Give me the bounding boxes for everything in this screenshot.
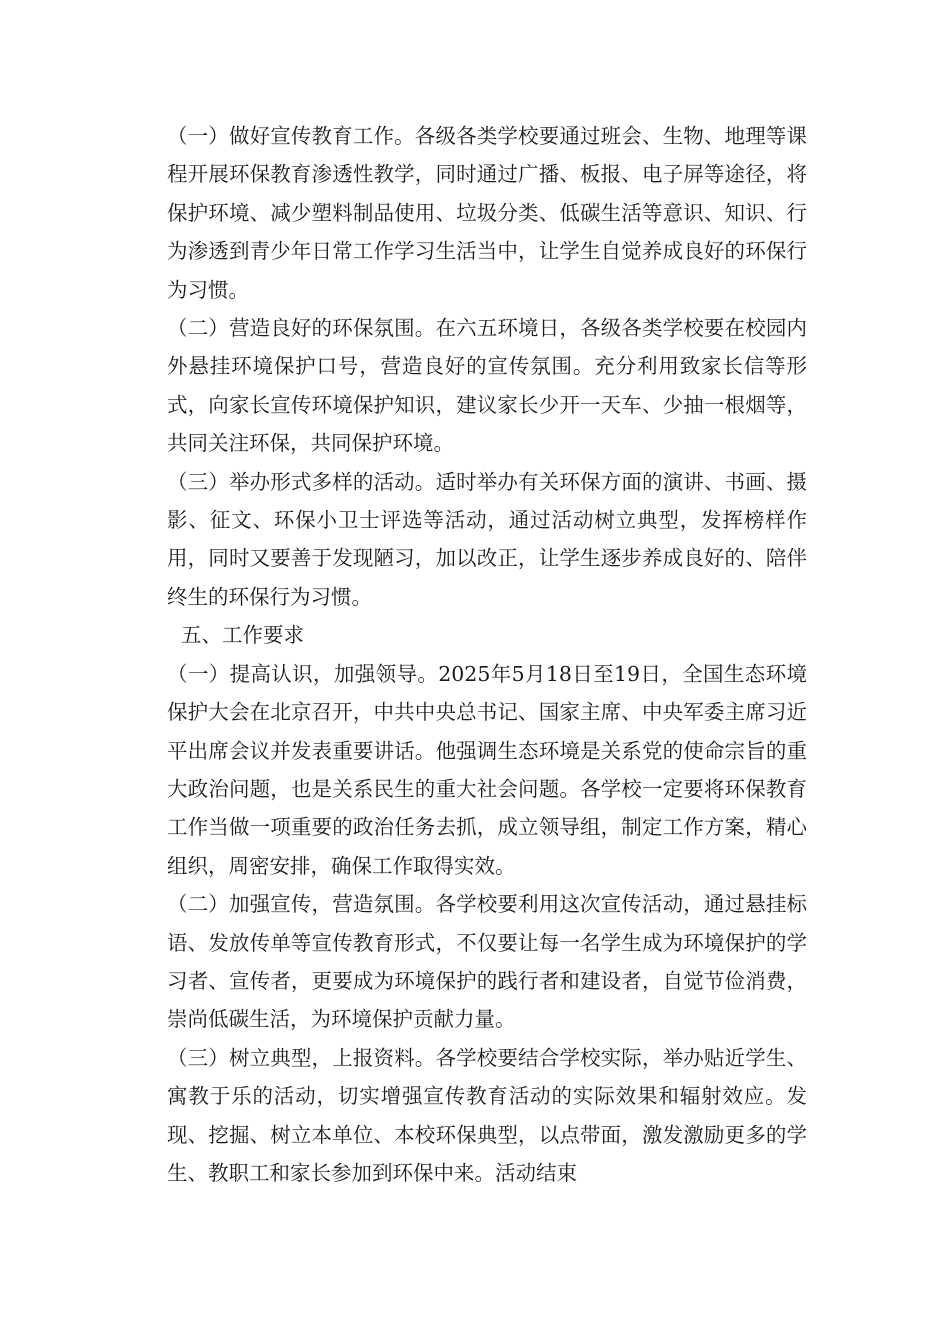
document-page (167, 117, 807, 1192)
section-heading-work-requirements: 五、工作要求 (181, 623, 304, 648)
paragraph-strengthen-publicity: （二）加强宣传，营造氛围。各学校要利用这次宣传活动，通过悬挂标语、发放传单等宣传教育形式，不仅要让每一名学生成为环境保护的学习者、宣传者，更要成为环境保护的践行者和建设者，自觉节俭消费，崇尚低碳生活，为环境保护贡献力量。 (167, 892, 807, 1032)
paragraph-set-examples: （三）树立典型，上报资料。各学校要结合学校实际，举办贴近学生、寓教于乐的活动，切实增强宣传教育活动的实际效果和辐射效应。发现、挖掘、树立本单位、本校环保典型，以点带面，激发激励更多的学生、教职工和家长参加到环保中来。活动结束 (167, 1045, 807, 1185)
paragraph-raise-awareness: （一）提高认识，加强领导。2025年5月18日至19日，全国生态环境保护大会在北京召开，中共中央总书记、国家主席、中央军委主席习近平出席会议并发表重要讲话。他强调生态环境是关系党的使命宗旨的重大政治问题，也是关系民生的重大社会问题。各学校一定要将环保教育工作当做一项重要的政治任务去抓，成立领导组，制定工作方案，精心组织，周密安排，确保工作取得实效。 (167, 661, 807, 878)
paragraph-publicity-education: （一）做好宣传教育工作。各级各类学校要通过班会、生物、地理等课程开展环保教育渗透性教学，同时通过广播、板报、电子屏等途径，将保护环境、减少塑料制品使用、垃圾分类、低碳生活等意识、知识、行为渗透到青少年日常工作学习生活当中，让学生自觉养成良好的环保行为习惯。 (167, 124, 807, 302)
paragraph-environment-atmosphere: （二）营造良好的环保氛围。在六五环境日，各级各类学校要在校园内外悬挂环境保护口号，营造良好的宣传氛围。充分利用致家长信等形式，向家长宣传环境保护知识，建议家长少开一天车、少抽一根烟等，共同关注环保，共同保护环境。 (167, 316, 807, 456)
paragraph-diverse-activities: （三）举办形式多样的活动。适时举办有关环保方面的演讲、书画、摄影、征文、环保小卫士评选等活动，通过活动树立典型，发挥榜样作用，同时又要善于发现陋习，加以改正，让学生逐步养成良好的、陪伴终生的环保行为习惯。 (167, 469, 807, 609)
